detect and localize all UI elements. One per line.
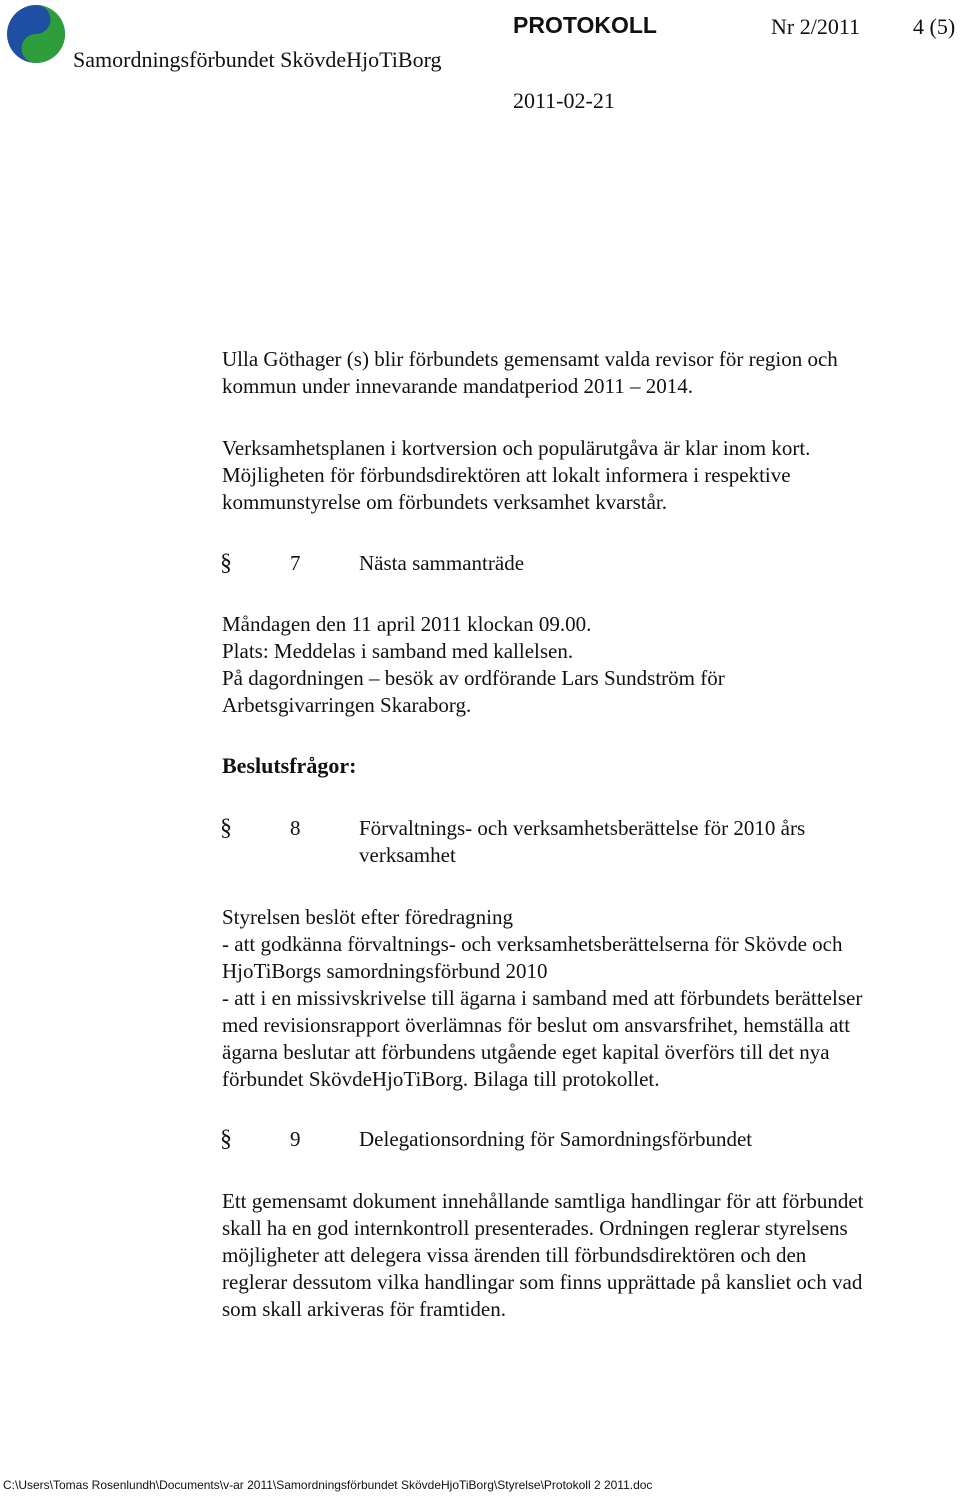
yin-yang-logo-icon (6, 4, 66, 64)
text-line: Styrelsen beslöt efter föredragning (222, 905, 513, 929)
document-date: 2011-02-21 (513, 88, 615, 113)
section-number: 7 (290, 551, 301, 575)
section-body (222, 611, 725, 719)
text-line: kommun under innevarande mandatperiod 2011 – 2014. (222, 374, 694, 398)
text-line: skall ha en god internkontroll presenterades. Ordningen reglerar styrelsens (222, 1216, 848, 1240)
section-sign: § (220, 1126, 232, 1152)
text-line: Ulla Göthager (s) blir förbundets gemensamt valda revisor för region och (222, 347, 838, 371)
text-line: På dagordningen – besök av ordförande Lars Sundström för (222, 666, 725, 690)
section-title (359, 815, 805, 869)
text-line: - att godkänna förvaltnings- och verksamhetsberättelserna för Skövde och (222, 932, 843, 956)
text-line: HjoTiBorgs samordningsförbund 2010 (222, 959, 548, 983)
section-sign: § (220, 550, 232, 576)
text-line: Möjligheten för förbundsdirektören att lokalt informera i respektive (222, 463, 791, 487)
section-title (359, 1126, 752, 1153)
section-number: 9 (290, 1127, 301, 1151)
document-number: Nr 2/2011 (771, 14, 861, 39)
text-line: - att i en missivskrivelse till ägarna i samband med att förbundets berättelser (222, 986, 863, 1010)
text-line: ägarna beslutar att förbundens utgående eget kapital överförs till det nya (222, 1040, 830, 1064)
text-line: kommunstyrelse om förbundets verksamhet kvarstår. (222, 490, 667, 514)
logo (6, 4, 66, 64)
section-title-line: Delegationsordning för Samordningsförbundet (359, 1127, 753, 1151)
text-line: Plats: Meddelas i samband med kallelsen. (222, 639, 574, 663)
section-number: 8 (290, 816, 301, 840)
section-title (359, 550, 524, 577)
text-line: som skall arkiveras för framtiden. (222, 1297, 506, 1321)
section-title-line: Nästa sammanträde (359, 551, 525, 575)
text-line: med revisionsrapport överlämnas för beslut om ansvarsfrihet, hemställa att (222, 1013, 851, 1037)
section-title-line: Förvaltnings- och verksamhetsberättelse för 2010 års (359, 816, 806, 840)
text-line: Arbetsgivarringen Skaraborg. (222, 693, 472, 717)
organization-name: Samordningsförbundet SkövdeHjoTiBorg (73, 47, 442, 72)
intro-paragraph-revisor (222, 346, 838, 400)
subheading-beslutsfragor: Beslutsfrågor: (222, 753, 357, 778)
document-title: PROTOKOLL (513, 12, 657, 38)
section-sign: § (220, 815, 232, 841)
section-body (222, 904, 862, 1093)
text-line: möjligheter att delegera vissa ärenden till förbundsdirektören och den (222, 1243, 807, 1267)
text-line: förbundet SkövdeHjoTiBorg. Bilaga till protokollet. (222, 1067, 660, 1091)
text-line: Verksamhetsplanen i kortversion och populärutgåva är klar inom kort. (222, 436, 811, 460)
section-body (222, 1188, 863, 1323)
text-line: Ett gemensamt dokument innehållande samtliga handlingar för att förbundet (222, 1189, 864, 1213)
text-line: reglerar dessutom vilka handlingar som finns upprättade på kansliet och vad (222, 1270, 863, 1294)
text-line: Måndagen den 11 april 2011 klockan 09.00. (222, 612, 592, 636)
section-title-line: verksamhet (359, 843, 456, 867)
page-number: 4 (5) (913, 14, 956, 39)
footer-file-path: C:\Users\Tomas Rosenlundh\Documents\v-ar 2011\Samordningsförbundet SkövdeHjoTiBorg\Styrelse\Protokoll 2 2011.doc (3, 1478, 653, 1492)
intro-paragraph-verksamhetsplan (222, 435, 810, 516)
